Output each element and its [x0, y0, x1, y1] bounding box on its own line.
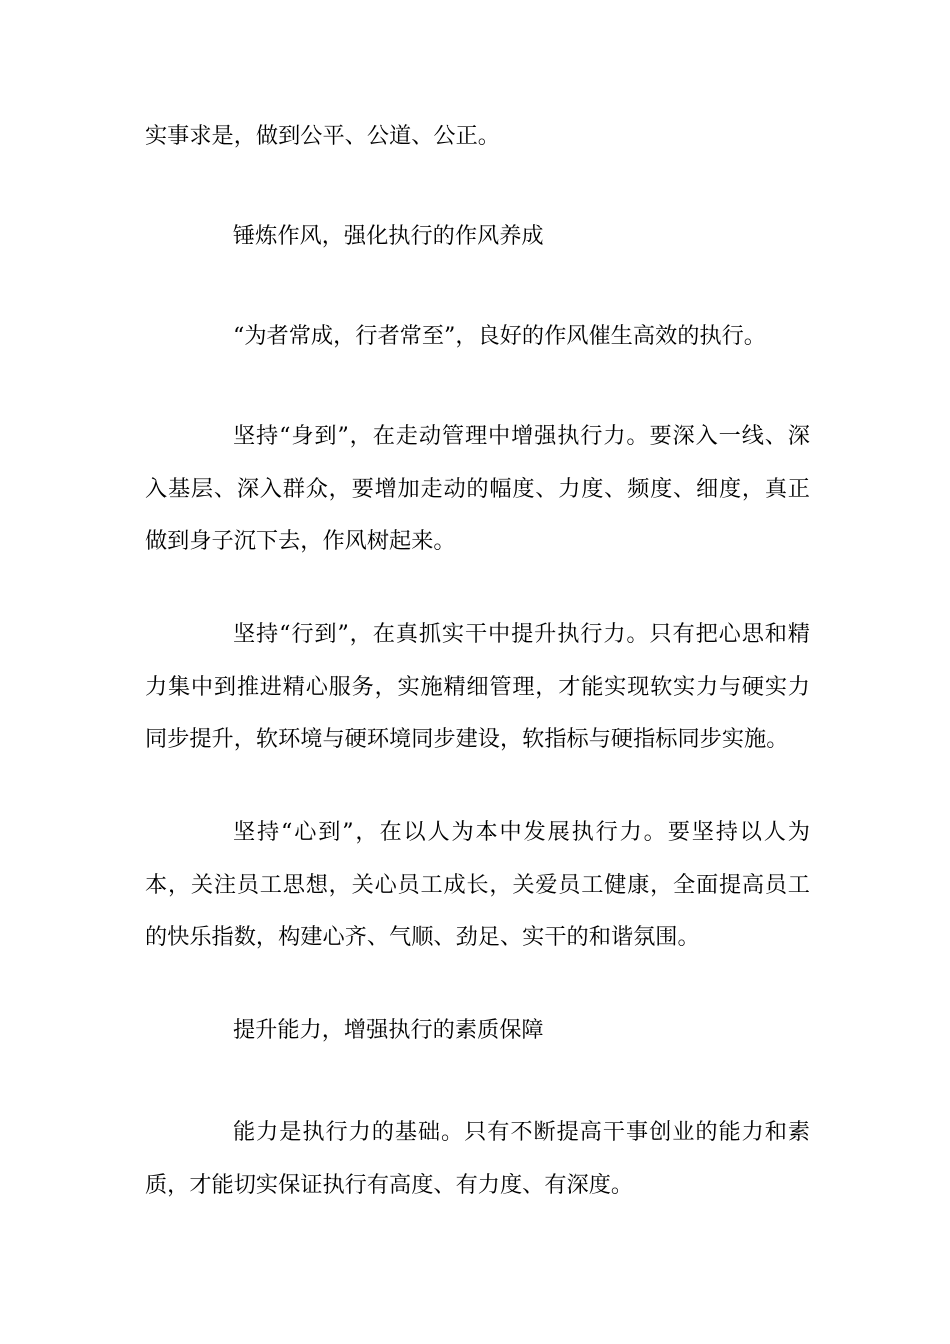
paragraph-xingdao: 坚持“行到”，在真抓实干中提升执行力。只有把心思和精力集中到推进精心服务，实施精细管理，才能实现软实力与硬实力同步提升，软环境与硬环境同步建设，软指标与硬指标同步实施。 — [145, 621, 810, 752]
paragraph-shendao: 坚持“身到”，在走动管理中增强执行力。要深入一线、深入基层、深入群众，要增加走动的幅度、力度、频度、细度，真正做到身子沉下去，作风树起来。 — [145, 423, 810, 554]
paragraph-ability: 能力是执行力的基础。只有不断提高干事创业的能力和素质，才能切实保证执行有高度、有力度、有深度。 — [145, 1119, 810, 1198]
paragraph-continuation: 实事求是，做到公平、公道、公正。 — [145, 123, 500, 149]
paragraph-xindao: 坚持“心到”，在以人为本中发展执行力。要坚持以人为本，关注员工思想，关心员工成长，关爱员工健康，全面提高员工的快乐指数，构建心齐、气顺、劲足、实干的和谐氛围。 — [145, 819, 810, 950]
section-heading-ability: 提升能力，增强执行的素质保障 — [233, 1017, 544, 1043]
section-heading-style: 锤炼作风，强化执行的作风养成 — [233, 223, 544, 249]
paragraph-quote: “为者常成，行者常至”，良好的作风催生高效的执行。 — [233, 323, 766, 349]
